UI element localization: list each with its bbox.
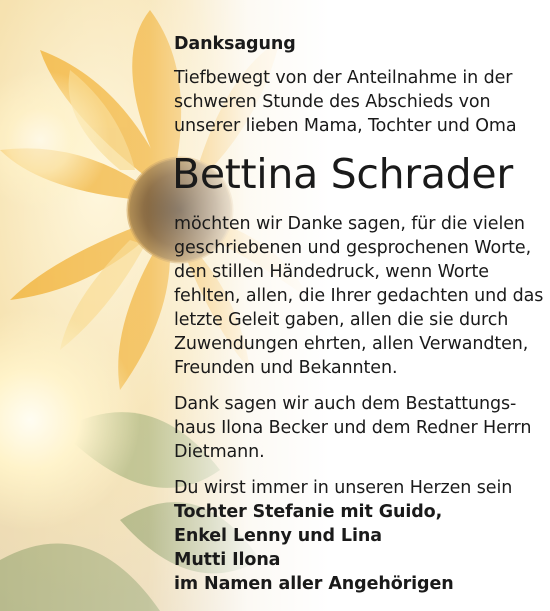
notice-text: [172, 32, 544, 596]
body-line: möchten wir Danke sagen, für die vielen: [174, 214, 525, 234]
notice-heading: Danksagung: [174, 34, 296, 54]
signature-line: Enkel Lenny und Lina: [174, 526, 382, 546]
intro-line: Tiefbewegt von der Anteilnahme in der: [174, 68, 513, 88]
deceased-name: Bettina Schrader: [172, 150, 513, 198]
thanks-line: haus Ilona Becker und dem Redner Herrn: [174, 418, 532, 438]
body-line: Zuwendungen ehrten, allen Verwandten,: [174, 334, 529, 354]
closing-line: Du wirst immer in unseren Herzen sein: [174, 478, 513, 498]
body-paragraph: [174, 212, 544, 380]
signature-line: im Namen aller Angehörigen: [174, 574, 454, 594]
intro-line: schweren Stunde des Abschieds von: [174, 92, 491, 112]
thanks-paragraph: [174, 392, 530, 464]
closing-paragraph: [174, 476, 530, 596]
intro-line: unserer lieben Mama, Tochter und Oma: [174, 116, 517, 136]
body-line: den stillen Händedruck, wenn Worte: [174, 262, 489, 282]
body-line: geschriebenen und gesprochenen Worte,: [174, 238, 532, 258]
signature-line: Mutti Ilona: [174, 550, 281, 570]
signature-line: Tochter Stefanie mit Guido,: [174, 502, 443, 522]
thanks-line: Dietmann.: [174, 442, 265, 462]
body-line: Freunden und Bekannten.: [174, 358, 398, 378]
spacer: [174, 464, 530, 476]
thanks-line: Dank sagen wir auch dem Bestattungs-: [174, 394, 517, 414]
intro-paragraph: [174, 66, 530, 138]
spacer: [174, 380, 530, 392]
body-line: letzte Geleit gaben, allen die sie durch: [174, 310, 509, 330]
body-line: fehlten, allen, die Ihrer gedachten und das: [174, 286, 544, 306]
